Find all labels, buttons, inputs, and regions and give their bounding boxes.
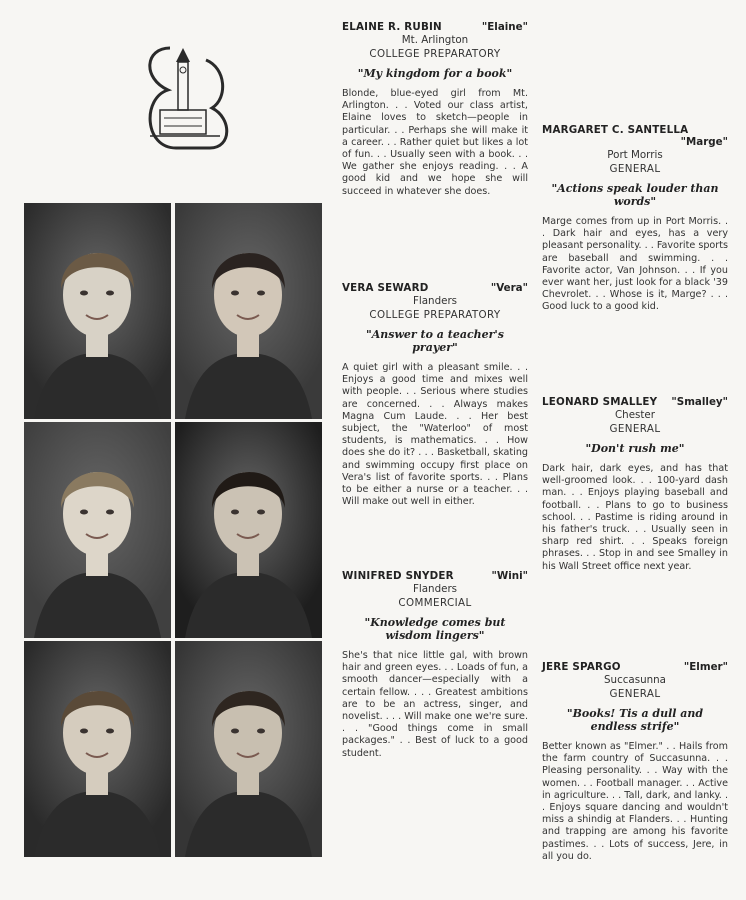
student-town: Chester [614,409,656,421]
entry-leonard-smalley [542,396,728,573]
entry-jere-spargo [542,661,728,863]
student-bio: Blonde, blue-eyed girl from Mt. Arlington. . . Voted our class artist, Elaine loves to sketch—people in particular. . . Perhaps she will make it a career. . . Rather quiet but likes a lot of fun. . . Usually seen with a book. . . We gather she enjoys reading. . . A good kid and we hope she will succeed in whatever she does. [342,88,528,197]
student-nickname: "Marge" [680,136,728,148]
student-name: MARGARET C. SANTELLA [542,124,689,136]
student-town: Flanders [412,295,458,307]
entry-elaine-rubin [342,21,528,198]
student-nickname: "Elmer" [683,661,728,673]
student-bio: She's that nice little gal, with brown hair and green eyes. . . Loads of fun, a smooth dancer—especially with a certain fellow. . . . Greatest ambitions are to be an actress, singer, and novelist. . . . Will make one we're sure. . . "Good things come in small packages." . . Best of luck to a good student. [342,650,528,759]
student-bio: Dark hair, dark eyes, and has that well-groomed look. . . 100-yard dash man. . . Enjoys playing baseball and football. . . Plans to go to business school. . . Pastime is riding around in his father's truck. . . Usually seen in sharp red shirt. . . Speaks foreign phrases. . . Stop in and see Smalley in his Wall Street office next year. [542,463,728,572]
student-name: JERE SPARGO [542,661,621,673]
student-course: COLLEGE PREPARATORY [369,309,501,321]
portrait-margaret-santella [175,203,322,419]
student-nickname: "Elaine" [481,21,528,33]
student-motto: "My kingdom for a book" [357,67,513,80]
student-name: VERA SEWARD [342,282,429,294]
student-bio: Better known as "Elmer." . . Hails from the farm country of Succasunna. . . Pleasing personality. . . Way with the women. . . Football manager. . . Active in agriculture. . . Tall, dark, and lanky. . . Enjoys square dancing and wouldn't miss a shindig at Flanders. . . Hunting and trapping are among his favorite pastimes. . . Lots of success, Jere, in all you do. [542,741,728,862]
student-course: COLLEGE PREPARATORY [369,48,501,60]
student-town: Port Morris [607,149,663,161]
entry-margaret-santella [542,124,728,314]
student-motto: "Don't rush me" [585,442,685,455]
student-bio: A quiet girl with a pleasant smile. . . Enjoys a good time and mixes well with people. . . Serious where studies are concerned. . . Always makes Magna Cum Laude. . . Her best subject, the "Waterloo" of most students, is mathematics. . . How does she do it? . . . Basketball, skating and swimming occupy first place on Vera's list of favorite sports. . . Plans to be either a nurse or a teacher. . . Will make out well in either. [342,362,528,508]
student-course: COMMERCIAL [398,597,472,609]
student-name: ELAINE R. RUBIN [342,21,442,33]
portrait-jere-spargo [175,641,322,857]
student-nickname: "Vera" [490,282,528,294]
student-town: Succasunna [604,674,666,686]
portrait-winifred-snyder [24,641,171,857]
portrait-grid [24,203,322,855]
entry-winifred-snyder [342,570,528,760]
portrait-vera-seward [24,422,171,638]
student-town: Mt. Arlington [401,34,469,46]
student-nickname: "Wini" [491,570,528,582]
student-motto: "Books! Tis a dull and endless strife" [566,707,704,733]
student-town: Flanders [412,583,458,595]
student-motto: "Answer to a teacher's prayer" [365,328,504,354]
student-course: GENERAL [609,688,661,700]
student-motto: "Actions speak louder than words" [551,182,719,208]
portrait-elaine-rubin [24,203,171,419]
student-course: GENERAL [609,163,661,175]
entry-vera-seward [342,282,528,508]
student-name: LEONARD SMALLEY [542,396,658,408]
student-name: WINIFRED SNYDER [342,570,454,582]
student-course: GENERAL [609,423,661,435]
student-nickname: "Smalley" [671,396,728,408]
student-bio: Marge comes from up in Port Morris. . . Dark hair and eyes, has a very pleasant personality. . . Favorite sports are baseball and swimming. . . Favorite actor, Van Johnson. . . If you ever want her, just look for a black '39 Chevrolet. . . Whose is it, Marge? . . . Good luck to a good kid. [542,216,728,313]
school-logo [140,38,232,156]
portrait-leonard-smalley [175,422,322,638]
student-motto: "Knowledge comes but wisdom lingers" [364,616,506,642]
